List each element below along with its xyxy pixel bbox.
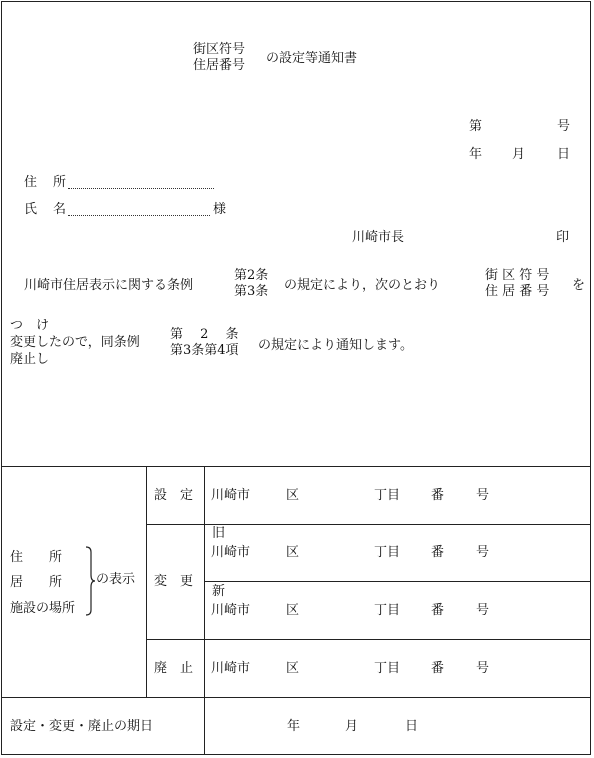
address-field [68,177,214,189]
row-label-set: 設 定 [154,488,194,503]
abolish-chome: 丁目 [374,661,401,676]
name-field [68,204,210,216]
action-abolish: 廃止し [10,351,50,367]
effective-date-day: 日 [405,719,419,734]
action-options [10,318,140,369]
action-attach: つ け [10,318,50,333]
row-label-change: 変 更 [154,574,194,589]
table-date-border [2,697,591,698]
article-option-2: 第2条 [234,268,269,283]
name-label-1: 氏 [24,202,38,217]
change-old-chome: 丁目 [374,545,401,560]
issuer-name: 川崎市長 [352,230,405,245]
target-options [485,268,549,301]
body-closing: の規定により通知します。 [258,338,413,353]
article-options [234,268,268,301]
set-go: 号 [476,488,490,503]
number-suffix: 号 [557,119,571,134]
label-residence: 居 所 [10,575,63,591]
body-particle: を [572,278,586,293]
effective-date-year: 年 [287,719,301,734]
abolish-go: 号 [476,661,490,676]
change-new-tag: 新 [212,584,226,599]
address-label-1: 住 [24,175,38,190]
title-options [193,42,245,75]
document-frame [1,1,591,755]
article-option-3: 第3条 [234,284,269,300]
target-street-code: 街 区 符 号 [485,268,550,283]
body-provision: の規定により，次のとおり [284,278,441,293]
title-option-street-code: 街区符号 [193,42,246,57]
table-row-border-change [204,581,591,582]
label-facility: 施設の場所 [10,600,76,616]
label-address: 住 所 [10,550,63,565]
date-day: 日 [557,147,571,162]
date-month: 月 [512,147,526,162]
set-chome: 丁目 [374,488,401,503]
number-prefix: 第 [469,119,483,134]
row-label-abolish: 廃 止 [154,661,194,676]
article2-option-3-4: 第3条第4項 [170,343,239,359]
date-year: 年 [469,147,483,162]
action-change: 変更したので，同条例 [10,334,140,350]
seal-mark: 印 [556,230,570,245]
page-title: の設定等通知書 [266,51,358,66]
table-divider-left [146,466,147,697]
name-label-2: 名 [53,202,67,217]
abolish-ward: 区 [286,661,300,676]
article2-option-2: 第 2 条 [170,327,239,342]
title-option-house-number: 住居番号 [193,58,246,74]
table-top-border [2,466,591,467]
change-old-ban: 番 [431,545,445,560]
table-divider-mid [204,466,205,755]
label-display: の表示 [96,572,136,587]
article2-options [170,327,239,360]
effective-date-month: 月 [345,719,359,734]
change-new-go: 号 [476,603,490,618]
address-label-2: 所 [53,175,67,190]
table-row-border-1 [146,524,591,525]
effective-date-label: 設定・変更・廃止の期日 [10,719,154,734]
honorific: 様 [213,202,227,217]
change-old-ward: 区 [286,545,300,560]
target-house-number: 住 居 番 号 [485,284,550,300]
abolish-ban: 番 [431,661,445,676]
change-new-chome: 丁目 [374,603,401,618]
set-city: 川崎市 [211,488,251,503]
change-new-ban: 番 [431,603,445,618]
location-labels [10,545,82,621]
change-new-city: 川崎市 [211,603,251,618]
body-ordinance: 川崎市住居表示に関する条例 [24,278,194,293]
set-ward: 区 [286,488,300,503]
change-old-tag: 旧 [212,526,226,541]
change-old-city: 川崎市 [211,545,251,560]
change-new-ward: 区 [286,603,300,618]
set-ban: 番 [431,488,445,503]
brace-icon [84,546,96,616]
abolish-city: 川崎市 [211,661,251,676]
change-old-go: 号 [476,545,490,560]
table-row-border-2 [146,639,591,640]
